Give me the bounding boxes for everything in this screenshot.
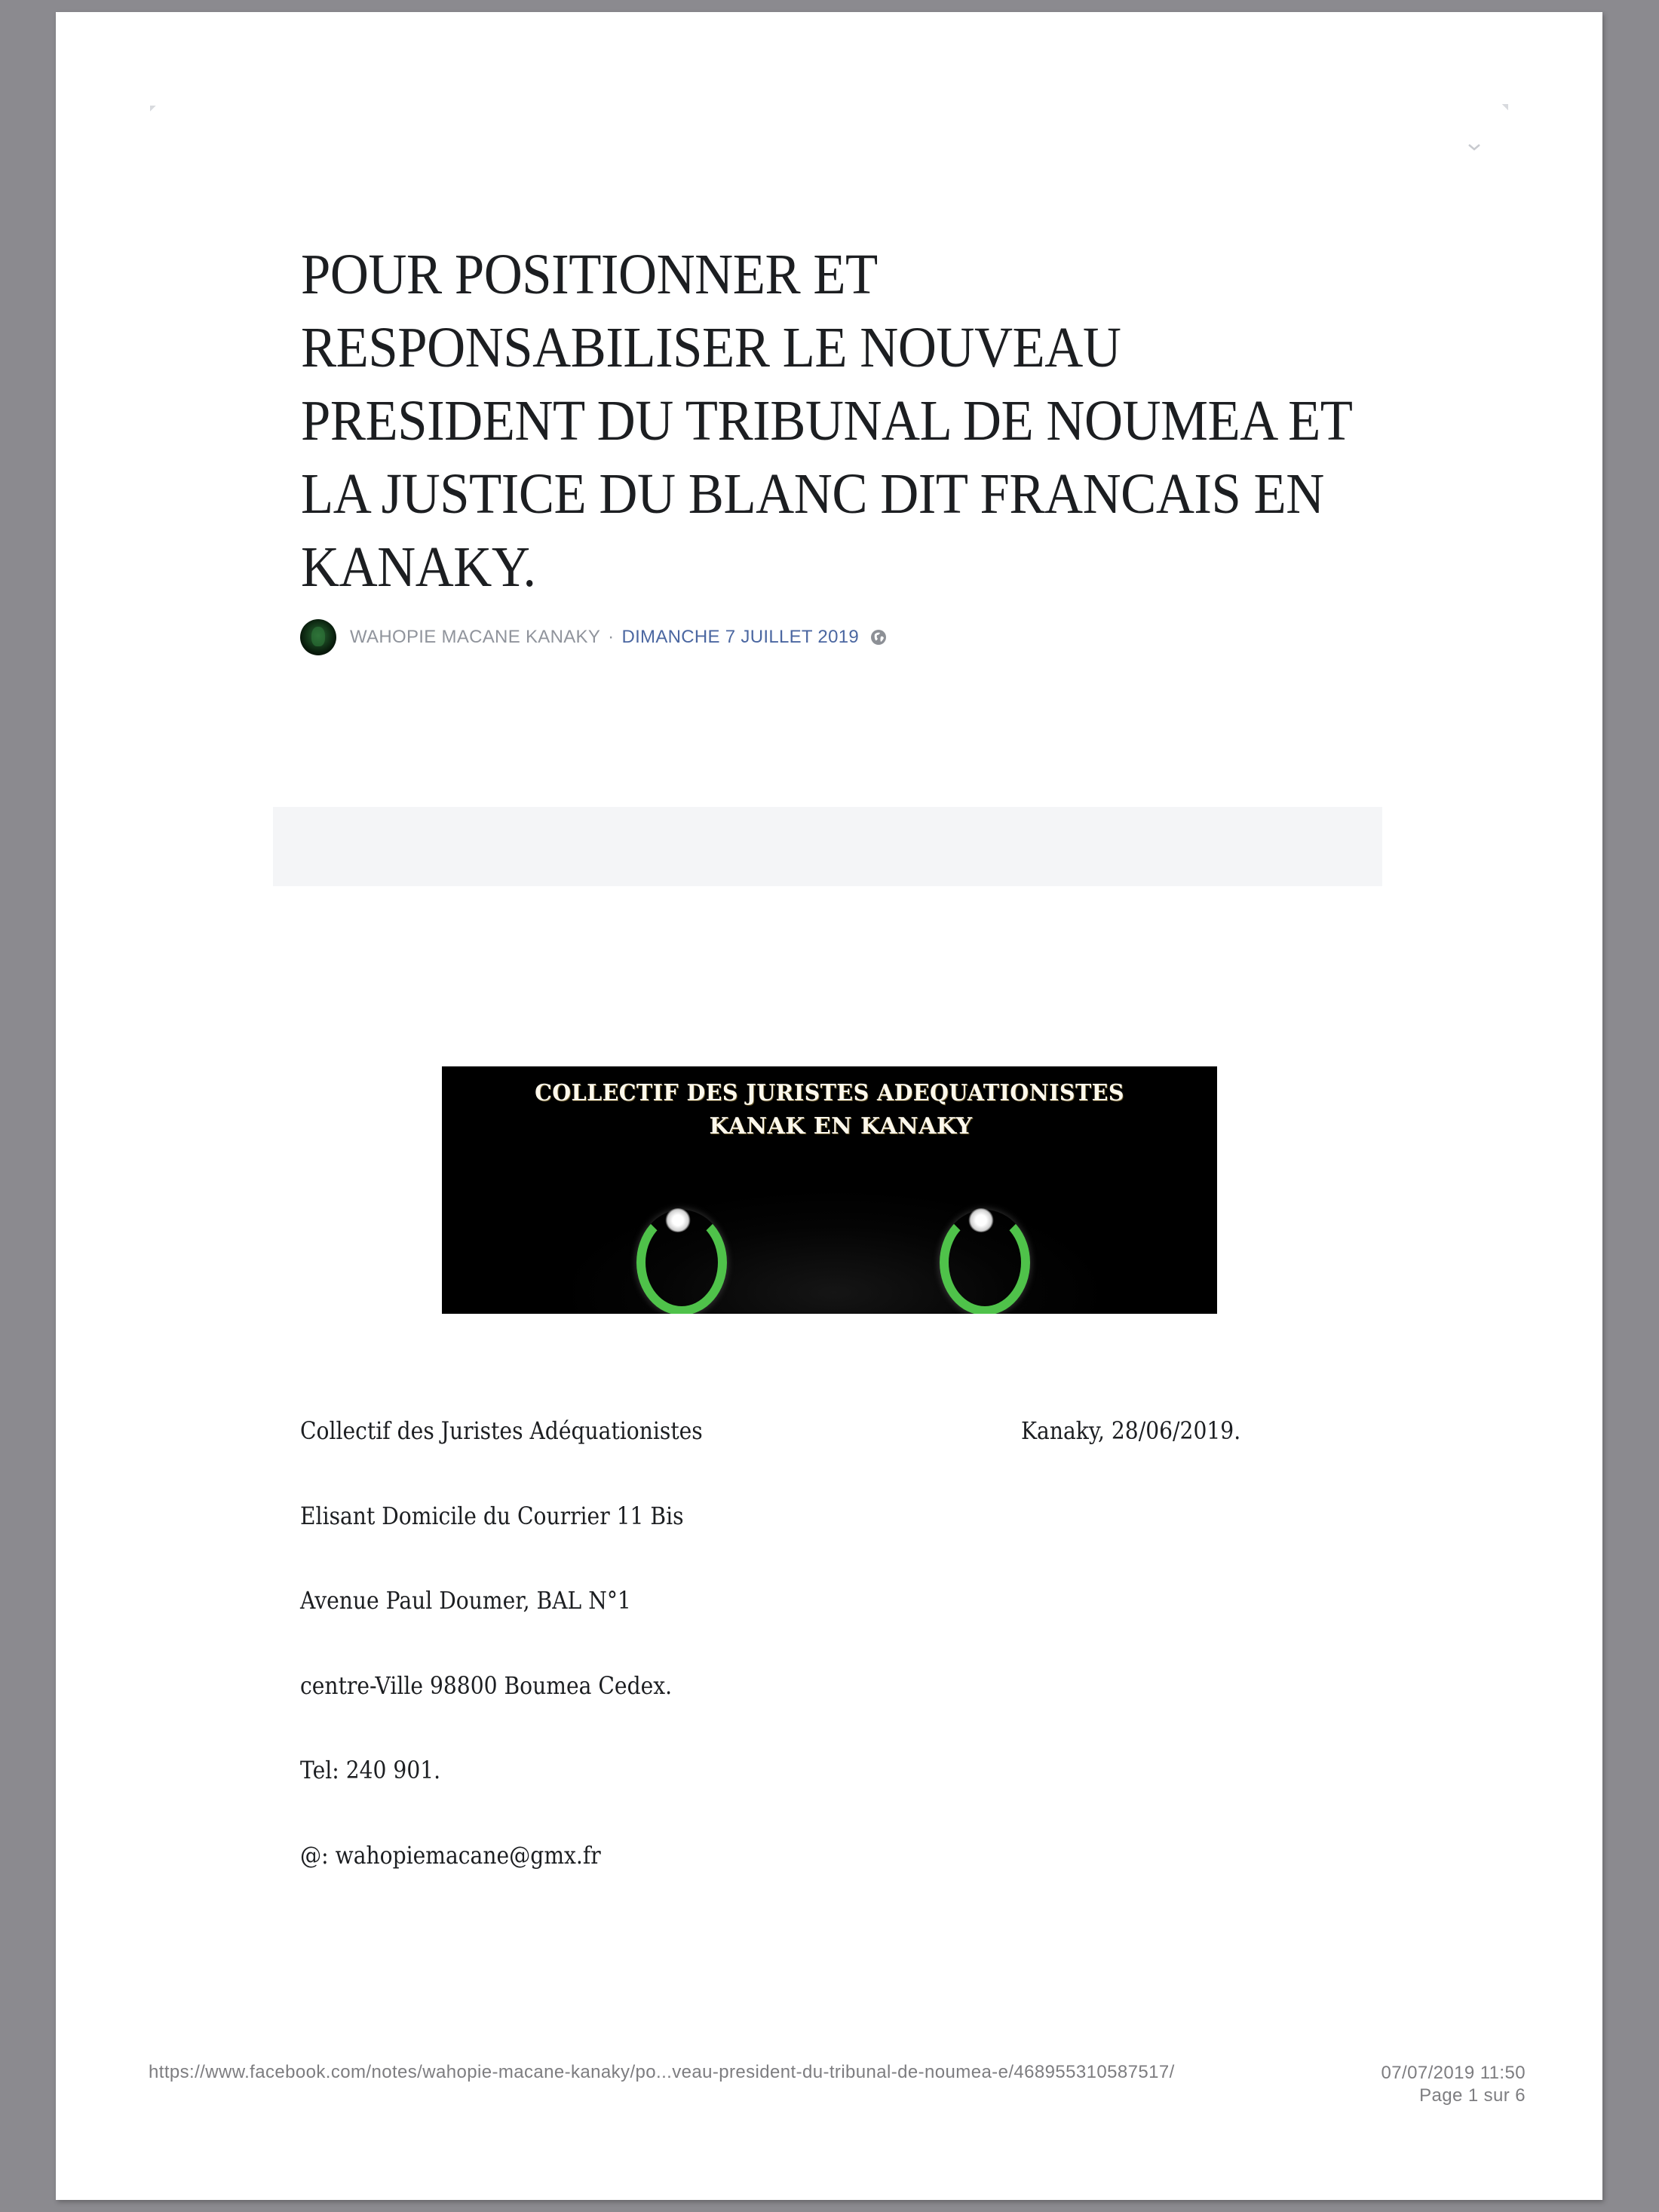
sender-line [300, 1841, 1280, 1926]
banner-line-2: KANAK EN KANAKY [709, 1113, 973, 1140]
cover-image-placeholder [273, 807, 1382, 886]
banner-image [442, 1066, 1217, 1314]
phone-line: Tel: 240 901. [300, 1756, 441, 1784]
sender-line [300, 1671, 1280, 1756]
sender-line [300, 1586, 1280, 1671]
globe-icon[interactable] [869, 628, 888, 646]
crop-mark [150, 106, 156, 112]
byline [300, 619, 888, 655]
email-line: @: wahopiemacane@gmx.fr [300, 1840, 601, 1870]
place-date: Kanaky, 28/06/2019. [1021, 1416, 1241, 1445]
letter-header [300, 1416, 1280, 1925]
address-line-3: centre-Ville 98800 Boumea Cedex. [300, 1671, 673, 1700]
date-link[interactable]: DIMANCHE 7 JUILLET 2019 [621, 627, 860, 647]
sender-line [300, 1416, 1280, 1502]
footer-url: https://www.facebook.com/notes/wahopie-macane-kanaky/po...veau-president-du-tribunal-de-noumea-e/468955310587517/ [149, 2062, 1175, 2082]
banner-heading [442, 1077, 1217, 1143]
print-timestamp: 07/07/2019 11:50 [1381, 2063, 1526, 2083]
note-title: POUR POSITIONNER ET RESPONSABILISER LE NOUVEAU PRESIDENT DU TRIBUNAL DE NOUMEA ET LA JUSTICE DU BLANC DIT FRANCAIS EN KANAKY. [301, 243, 1352, 599]
pdf-page [56, 12, 1602, 2200]
crop-mark [1502, 104, 1508, 110]
sender-name: Collectif des Juristes Adéquationistes [300, 1416, 703, 1445]
banner-line-1: COLLECTIF DES JURISTES ADEQUATIONISTES [535, 1080, 1124, 1106]
cat-eye-right [932, 1202, 1045, 1314]
sender-line [300, 1756, 1280, 1841]
chevron-down-icon[interactable] [1466, 139, 1483, 155]
footer-meta [1381, 2062, 1526, 2107]
avatar[interactable] [300, 619, 336, 655]
author-link[interactable]: WAHOPIE MACANE KANAKY [350, 627, 601, 647]
address-line-1: Elisant Domicile du Courrier 11 Bis [300, 1501, 684, 1530]
address-line-2: Avenue Paul Doumer, BAL N°1 [300, 1586, 631, 1615]
sender-line [300, 1502, 1280, 1587]
page-indicator: Page 1 sur 6 [1419, 2085, 1526, 2106]
byline-separator: · [608, 627, 615, 647]
cat-eye-left [629, 1202, 742, 1314]
